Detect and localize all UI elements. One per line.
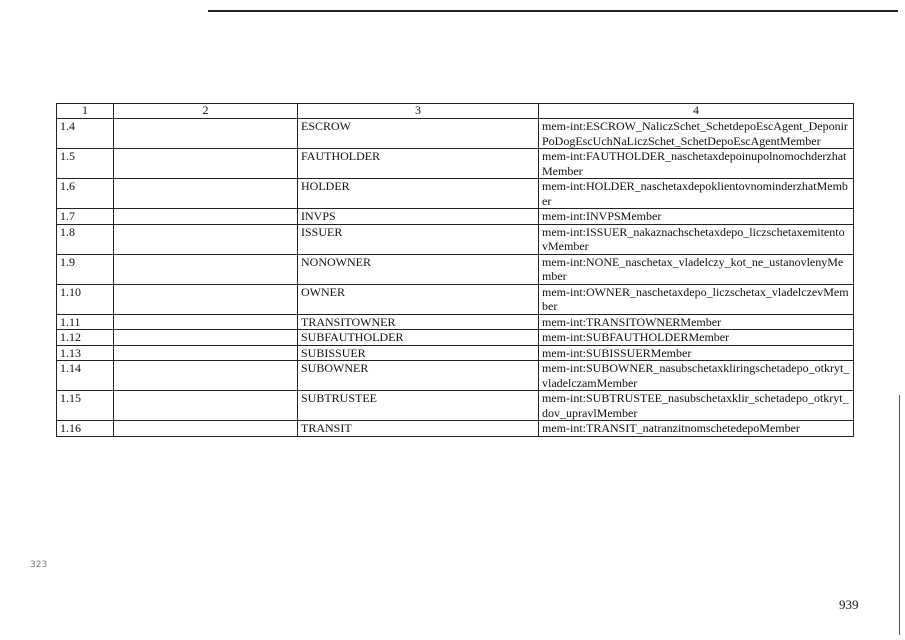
column-2-cell bbox=[114, 284, 298, 314]
code-cell: SUBISSUER bbox=[298, 345, 539, 361]
row-number-cell: 1.9 bbox=[57, 254, 114, 284]
column-header-2: 2 bbox=[114, 104, 298, 119]
table-row bbox=[57, 119, 854, 149]
table-row bbox=[57, 391, 854, 421]
column-2-cell bbox=[114, 149, 298, 179]
member-cell: mem-int:ISSUER_nakaznachschetaxdepo_liczschetaxemitentovMember bbox=[539, 224, 854, 254]
table-header-row bbox=[57, 104, 854, 119]
column-2-cell bbox=[114, 314, 298, 330]
right-edge-rule bbox=[899, 395, 900, 635]
table-row bbox=[57, 361, 854, 391]
row-number-cell: 1.15 bbox=[57, 391, 114, 421]
code-cell: ISSUER bbox=[298, 224, 539, 254]
code-cell: HOLDER bbox=[298, 179, 539, 209]
column-2-cell bbox=[114, 361, 298, 391]
member-cell: mem-int:NONE_naschetax_vladelczy_kot_ne_ustanovlenyMember bbox=[539, 254, 854, 284]
member-cell: mem-int:OWNER_naschetaxdepo_liczschetax_vladelczevMember bbox=[539, 284, 854, 314]
column-2-cell bbox=[114, 224, 298, 254]
page-number: 939 bbox=[839, 597, 859, 612]
table-body bbox=[57, 119, 854, 437]
margin-mark: 323 bbox=[30, 560, 48, 570]
row-number-cell: 1.10 bbox=[57, 284, 114, 314]
row-number-cell: 1.7 bbox=[57, 209, 114, 225]
column-2-cell bbox=[114, 209, 298, 225]
table-row bbox=[57, 330, 854, 346]
member-cell: mem-int:ESCROW_NaliczSchet_SchetdepoEscAgent_DeponirPoDogEscUchNaLiczSchet_SchetDepoEscAgentMember bbox=[539, 119, 854, 149]
row-number-cell: 1.14 bbox=[57, 361, 114, 391]
column-2-cell bbox=[114, 391, 298, 421]
row-number-cell: 1.6 bbox=[57, 179, 114, 209]
member-cell: mem-int:SUBTRUSTEE_nasubschetaxklir_schetadepo_otkryt_dov_upravlMember bbox=[539, 391, 854, 421]
column-header-4: 4 bbox=[539, 104, 854, 119]
row-number-cell: 1.8 bbox=[57, 224, 114, 254]
row-number-cell: 1.11 bbox=[57, 314, 114, 330]
code-cell: INVPS bbox=[298, 209, 539, 225]
top-rule bbox=[208, 10, 898, 12]
table-row bbox=[57, 149, 854, 179]
code-cell: ESCROW bbox=[298, 119, 539, 149]
table-row bbox=[57, 421, 854, 437]
table-row bbox=[57, 179, 854, 209]
table-row bbox=[57, 314, 854, 330]
code-cell: TRANSITOWNER bbox=[298, 314, 539, 330]
column-2-cell bbox=[114, 421, 298, 437]
member-cell: mem-int:TRANSIT_natranzitnomschetedepoMember bbox=[539, 421, 854, 437]
code-cell: NONOWNER bbox=[298, 254, 539, 284]
column-2-cell bbox=[114, 330, 298, 346]
row-number-cell: 1.5 bbox=[57, 149, 114, 179]
table-row bbox=[57, 284, 854, 314]
member-table bbox=[56, 103, 854, 437]
member-cell: mem-int:SUBOWNER_nasubschetaxkliringschetadepo_otkryt_vladelczamMember bbox=[539, 361, 854, 391]
column-header-1: 1 bbox=[57, 104, 114, 119]
member-cell: mem-int:HOLDER_naschetaxdepoklientovnominderzhatMember bbox=[539, 179, 854, 209]
table-row bbox=[57, 345, 854, 361]
column-2-cell bbox=[114, 254, 298, 284]
code-cell: SUBFAUTHOLDER bbox=[298, 330, 539, 346]
column-2-cell bbox=[114, 119, 298, 149]
row-number-cell: 1.4 bbox=[57, 119, 114, 149]
member-cell: mem-int:TRANSITOWNERMember bbox=[539, 314, 854, 330]
member-cell: mem-int:FAUTHOLDER_naschetaxdepoinupolnomochderzhatMember bbox=[539, 149, 854, 179]
member-cell: mem-int:INVPSMember bbox=[539, 209, 854, 225]
table-row bbox=[57, 254, 854, 284]
column-2-cell bbox=[114, 345, 298, 361]
code-cell: TRANSIT bbox=[298, 421, 539, 437]
table-row bbox=[57, 209, 854, 225]
member-cell: mem-int:SUBFAUTHOLDERMember bbox=[539, 330, 854, 346]
code-cell: FAUTHOLDER bbox=[298, 149, 539, 179]
row-number-cell: 1.13 bbox=[57, 345, 114, 361]
table-row bbox=[57, 224, 854, 254]
row-number-cell: 1.12 bbox=[57, 330, 114, 346]
member-cell: mem-int:SUBISSUERMember bbox=[539, 345, 854, 361]
column-header-3: 3 bbox=[298, 104, 539, 119]
code-cell: OWNER bbox=[298, 284, 539, 314]
row-number-cell: 1.16 bbox=[57, 421, 114, 437]
code-cell: SUBOWNER bbox=[298, 361, 539, 391]
column-2-cell bbox=[114, 179, 298, 209]
code-cell: SUBTRUSTEE bbox=[298, 391, 539, 421]
